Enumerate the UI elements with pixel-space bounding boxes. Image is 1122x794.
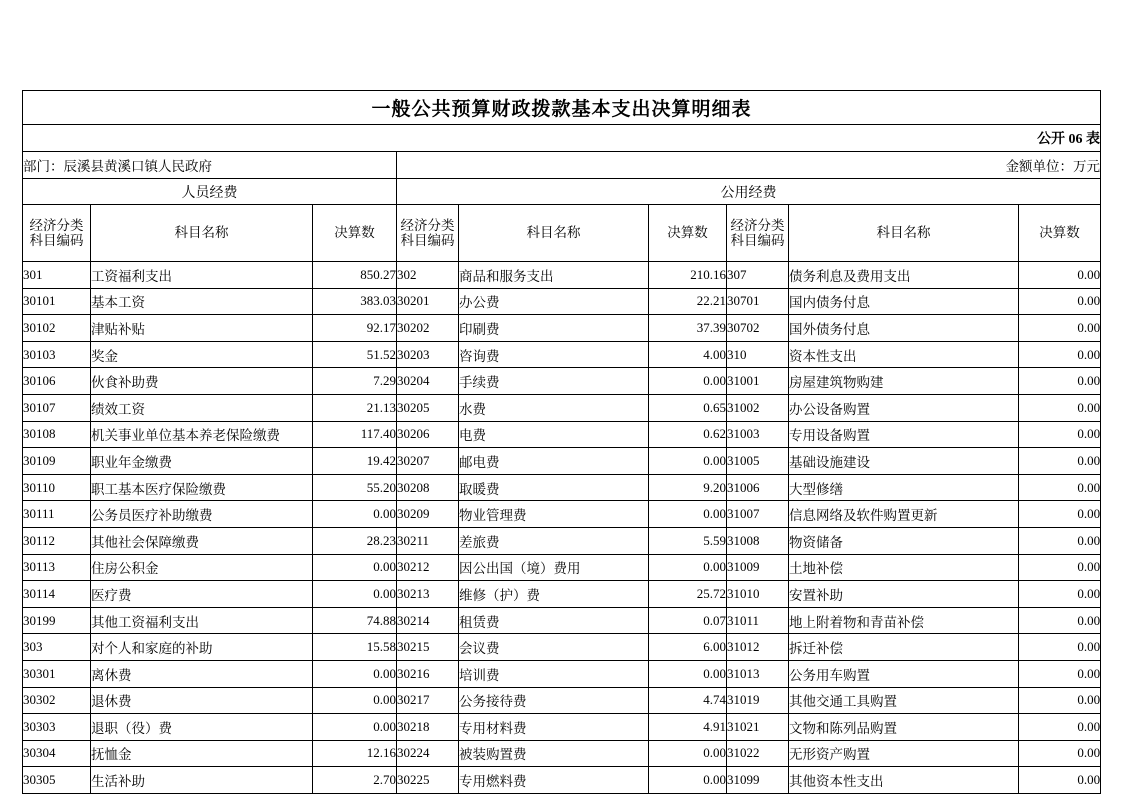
cell-name-goods: 手续费 [459,368,649,395]
table-row [23,288,1101,315]
cell-code-personnel: 30110 [23,474,91,501]
cell-amount-personnel: 92.17 [313,315,397,342]
cell-amount-capital: 0.00 [1019,448,1101,475]
cell-amount-capital: 0.00 [1019,341,1101,368]
table-row [23,368,1101,395]
cell-name-goods: 被装购置费 [459,740,649,767]
cell-code-capital: 307 [727,262,789,289]
cell-code-goods: 30216 [397,660,459,687]
cell-code-goods: 30202 [397,315,459,342]
cell-name-goods: 专用燃料费 [459,767,649,794]
cell-amount-goods: 22.21 [649,288,727,315]
cell-name-goods: 租赁费 [459,607,649,634]
cell-code-personnel: 303 [23,634,91,661]
cell-code-capital: 31007 [727,501,789,528]
cell-name-capital: 土地补偿 [789,554,1019,581]
cell-code-goods: 30225 [397,767,459,794]
table-row [23,714,1101,741]
cell-name-personnel: 奖金 [91,341,313,368]
cell-name-capital: 专用设备购置 [789,421,1019,448]
table-row [23,448,1101,475]
cell-code-personnel: 30101 [23,288,91,315]
header-code-goods: 经济分类科目编码 [397,205,459,262]
cell-amount-capital: 0.00 [1019,368,1101,395]
cell-code-goods: 30206 [397,421,459,448]
table-row [23,315,1101,342]
cell-amount-personnel: 74.88 [313,607,397,634]
cell-amount-goods: 0.07 [649,607,727,634]
table-row [23,527,1101,554]
table-row [23,607,1101,634]
cell-name-goods: 电费 [459,421,649,448]
cell-code-goods: 30212 [397,554,459,581]
cell-amount-personnel: 21.13 [313,394,397,421]
cell-name-personnel: 职业年金缴费 [91,448,313,475]
cell-amount-goods: 4.74 [649,687,727,714]
meta-row [23,152,1101,179]
cell-amount-capital: 0.00 [1019,767,1101,794]
cell-amount-capital: 0.00 [1019,288,1101,315]
cell-name-personnel: 其他社会保障缴费 [91,527,313,554]
cell-name-capital: 拆迁补偿 [789,634,1019,661]
cell-amount-personnel: 0.00 [313,554,397,581]
cell-code-capital: 31003 [727,421,789,448]
cell-amount-personnel: 0.00 [313,687,397,714]
cell-code-capital: 31006 [727,474,789,501]
cell-amount-personnel: 51.52 [313,341,397,368]
cell-name-capital: 房屋建筑物购建 [789,368,1019,395]
cell-code-goods: 30205 [397,394,459,421]
cell-amount-goods: 9.20 [649,474,727,501]
group-personnel-label: 人员经费 [23,179,397,205]
cell-amount-goods: 0.65 [649,394,727,421]
cell-code-capital: 31005 [727,448,789,475]
group-header-row [23,179,1101,205]
cell-code-goods: 30211 [397,527,459,554]
cell-code-capital: 31099 [727,767,789,794]
cell-name-personnel: 离休费 [91,660,313,687]
cell-code-goods: 30215 [397,634,459,661]
table-row [23,634,1101,661]
cell-code-personnel: 30303 [23,714,91,741]
cell-name-goods: 取暖费 [459,474,649,501]
cell-name-capital: 物资储备 [789,527,1019,554]
cell-amount-personnel: 15.58 [313,634,397,661]
cell-amount-goods: 0.00 [649,554,727,581]
cell-code-capital: 31012 [727,634,789,661]
cell-name-goods: 咨询费 [459,341,649,368]
cell-name-personnel: 医疗费 [91,581,313,608]
header-name-capital: 科目名称 [789,205,1019,262]
cell-code-capital: 31010 [727,581,789,608]
cell-code-personnel: 301 [23,262,91,289]
cell-code-personnel: 30113 [23,554,91,581]
cell-code-capital: 31022 [727,740,789,767]
cell-amount-personnel: 55.20 [313,474,397,501]
table-row [23,687,1101,714]
cell-code-goods: 30209 [397,501,459,528]
cell-amount-personnel: 7.29 [313,368,397,395]
cell-code-capital: 31002 [727,394,789,421]
cell-name-personnel: 工资福利支出 [91,262,313,289]
column-header-row [23,205,1101,262]
header-name-goods: 科目名称 [459,205,649,262]
cell-name-goods: 水费 [459,394,649,421]
cell-name-personnel: 退职（役）费 [91,714,313,741]
cell-amount-capital: 0.00 [1019,687,1101,714]
cell-code-goods: 302 [397,262,459,289]
cell-code-capital: 31013 [727,660,789,687]
table-row [23,341,1101,368]
cell-code-personnel: 30111 [23,501,91,528]
cell-amount-capital: 0.00 [1019,394,1101,421]
cell-name-capital: 地上附着物和青苗补偿 [789,607,1019,634]
cell-name-personnel: 绩效工资 [91,394,313,421]
cell-name-goods: 办公费 [459,288,649,315]
budget-sheet [22,90,1100,794]
cell-amount-personnel: 850.27 [313,262,397,289]
cell-amount-personnel: 12.16 [313,740,397,767]
cell-code-goods: 30207 [397,448,459,475]
cell-amount-goods: 0.00 [649,501,727,528]
table-row [23,394,1101,421]
public-label-row [23,125,1101,152]
cell-name-goods: 差旅费 [459,527,649,554]
cell-name-capital: 安置补助 [789,581,1019,608]
cell-amount-goods: 0.00 [649,767,727,794]
cell-amount-capital: 0.00 [1019,262,1101,289]
cell-name-capital: 文物和陈列品购置 [789,714,1019,741]
cell-code-personnel: 30106 [23,368,91,395]
cell-amount-goods: 210.16 [649,262,727,289]
cell-name-goods: 培训费 [459,660,649,687]
table-row [23,554,1101,581]
cell-code-personnel: 30103 [23,341,91,368]
cell-code-personnel: 30112 [23,527,91,554]
cell-name-goods: 物业管理费 [459,501,649,528]
cell-code-personnel: 30304 [23,740,91,767]
cell-amount-personnel: 0.00 [313,501,397,528]
cell-amount-goods: 0.62 [649,421,727,448]
cell-code-goods: 30217 [397,687,459,714]
cell-code-capital: 31021 [727,714,789,741]
cell-code-capital: 30701 [727,288,789,315]
cell-amount-personnel: 117.40 [313,421,397,448]
cell-amount-goods: 0.00 [649,368,727,395]
cell-name-capital: 其他交通工具购置 [789,687,1019,714]
cell-code-personnel: 30107 [23,394,91,421]
cell-code-capital: 31001 [727,368,789,395]
cell-code-capital: 31008 [727,527,789,554]
cell-name-goods: 公务接待费 [459,687,649,714]
cell-name-capital: 无形资产购置 [789,740,1019,767]
cell-amount-personnel: 0.00 [313,714,397,741]
cell-amount-personnel: 0.00 [313,581,397,608]
cell-code-capital: 31011 [727,607,789,634]
cell-code-personnel: 30305 [23,767,91,794]
cell-amount-capital: 0.00 [1019,581,1101,608]
cell-name-personnel: 退休费 [91,687,313,714]
cell-name-capital: 其他资本性支出 [789,767,1019,794]
cell-name-capital: 国内债务付息 [789,288,1019,315]
cell-amount-capital: 0.00 [1019,527,1101,554]
cell-name-capital: 国外债务付息 [789,315,1019,342]
cell-amount-personnel: 19.42 [313,448,397,475]
cell-amount-capital: 0.00 [1019,474,1101,501]
table-row [23,740,1101,767]
cell-code-capital: 30702 [727,315,789,342]
cell-name-personnel: 机关事业单位基本养老保险缴费 [91,421,313,448]
cell-name-personnel: 职工基本医疗保险缴费 [91,474,313,501]
table-row [23,660,1101,687]
cell-name-personnel: 抚恤金 [91,740,313,767]
amount-unit-label: 金额单位：万元 [397,152,1101,179]
header-code-capital: 经济分类科目编码 [727,205,789,262]
budget-table [22,90,1101,794]
cell-name-goods: 因公出国（境）费用 [459,554,649,581]
cell-name-personnel: 津贴补贴 [91,315,313,342]
cell-name-goods: 商品和服务支出 [459,262,649,289]
cell-code-goods: 30224 [397,740,459,767]
table-row [23,767,1101,794]
department-label: 部门：辰溪县黄溪口镇人民政府 [23,152,397,179]
table-row [23,262,1101,289]
cell-amount-capital: 0.00 [1019,554,1101,581]
cell-name-capital: 信息网络及软件购置更新 [789,501,1019,528]
cell-code-capital: 31009 [727,554,789,581]
cell-name-personnel: 生活补助 [91,767,313,794]
cell-name-personnel: 基本工资 [91,288,313,315]
cell-code-personnel: 30108 [23,421,91,448]
page-title: 一般公共预算财政拨款基本支出决算明细表 [23,91,1101,125]
cell-amount-personnel: 383.03 [313,288,397,315]
header-amount-goods: 决算数 [649,205,727,262]
table-row [23,474,1101,501]
cell-name-personnel: 公务员医疗补助缴费 [91,501,313,528]
cell-name-goods: 专用材料费 [459,714,649,741]
cell-name-capital: 大型修缮 [789,474,1019,501]
cell-amount-personnel: 28.23 [313,527,397,554]
title-row [23,91,1101,125]
header-code-personnel: 经济分类科目编码 [23,205,91,262]
cell-name-goods: 维修（护）费 [459,581,649,608]
cell-code-personnel: 30301 [23,660,91,687]
cell-code-personnel: 30302 [23,687,91,714]
cell-name-capital: 资本性支出 [789,341,1019,368]
cell-code-capital: 31019 [727,687,789,714]
cell-code-personnel: 30199 [23,607,91,634]
cell-amount-goods: 0.00 [649,448,727,475]
cell-name-personnel: 住房公积金 [91,554,313,581]
public-form-label: 公开 06 表 [23,125,1101,152]
cell-code-personnel: 30114 [23,581,91,608]
cell-amount-capital: 0.00 [1019,315,1101,342]
cell-amount-capital: 0.00 [1019,607,1101,634]
cell-code-goods: 30203 [397,341,459,368]
cell-amount-goods: 0.00 [649,660,727,687]
cell-code-goods: 30214 [397,607,459,634]
cell-amount-personnel: 2.70 [313,767,397,794]
cell-code-goods: 30201 [397,288,459,315]
cell-amount-goods: 4.00 [649,341,727,368]
cell-amount-goods: 37.39 [649,315,727,342]
cell-code-personnel: 30109 [23,448,91,475]
cell-amount-capital: 0.00 [1019,714,1101,741]
cell-amount-capital: 0.00 [1019,501,1101,528]
header-name-personnel: 科目名称 [91,205,313,262]
table-row [23,421,1101,448]
cell-name-personnel: 对个人和家庭的补助 [91,634,313,661]
cell-code-personnel: 30102 [23,315,91,342]
cell-code-goods: 30208 [397,474,459,501]
cell-name-personnel: 其他工资福利支出 [91,607,313,634]
cell-amount-personnel: 0.00 [313,660,397,687]
cell-name-capital: 公务用车购置 [789,660,1019,687]
cell-name-capital: 办公设备购置 [789,394,1019,421]
cell-code-goods: 30218 [397,714,459,741]
table-row [23,581,1101,608]
cell-code-goods: 30213 [397,581,459,608]
cell-name-goods: 邮电费 [459,448,649,475]
cell-name-goods: 印刷费 [459,315,649,342]
cell-amount-capital: 0.00 [1019,740,1101,767]
cell-amount-capital: 0.00 [1019,421,1101,448]
table-body [23,91,1101,794]
cell-amount-capital: 0.00 [1019,660,1101,687]
cell-name-personnel: 伙食补助费 [91,368,313,395]
cell-amount-goods: 4.91 [649,714,727,741]
cell-amount-goods: 0.00 [649,740,727,767]
cell-name-goods: 会议费 [459,634,649,661]
table-row [23,501,1101,528]
cell-amount-capital: 0.00 [1019,634,1101,661]
cell-code-capital: 310 [727,341,789,368]
cell-amount-goods: 25.72 [649,581,727,608]
group-public-label: 公用经费 [397,179,1101,205]
cell-amount-goods: 5.59 [649,527,727,554]
cell-name-capital: 债务利息及费用支出 [789,262,1019,289]
cell-amount-goods: 6.00 [649,634,727,661]
cell-code-goods: 30204 [397,368,459,395]
header-amount-capital: 决算数 [1019,205,1101,262]
header-amount-personnel: 决算数 [313,205,397,262]
cell-name-capital: 基础设施建设 [789,448,1019,475]
